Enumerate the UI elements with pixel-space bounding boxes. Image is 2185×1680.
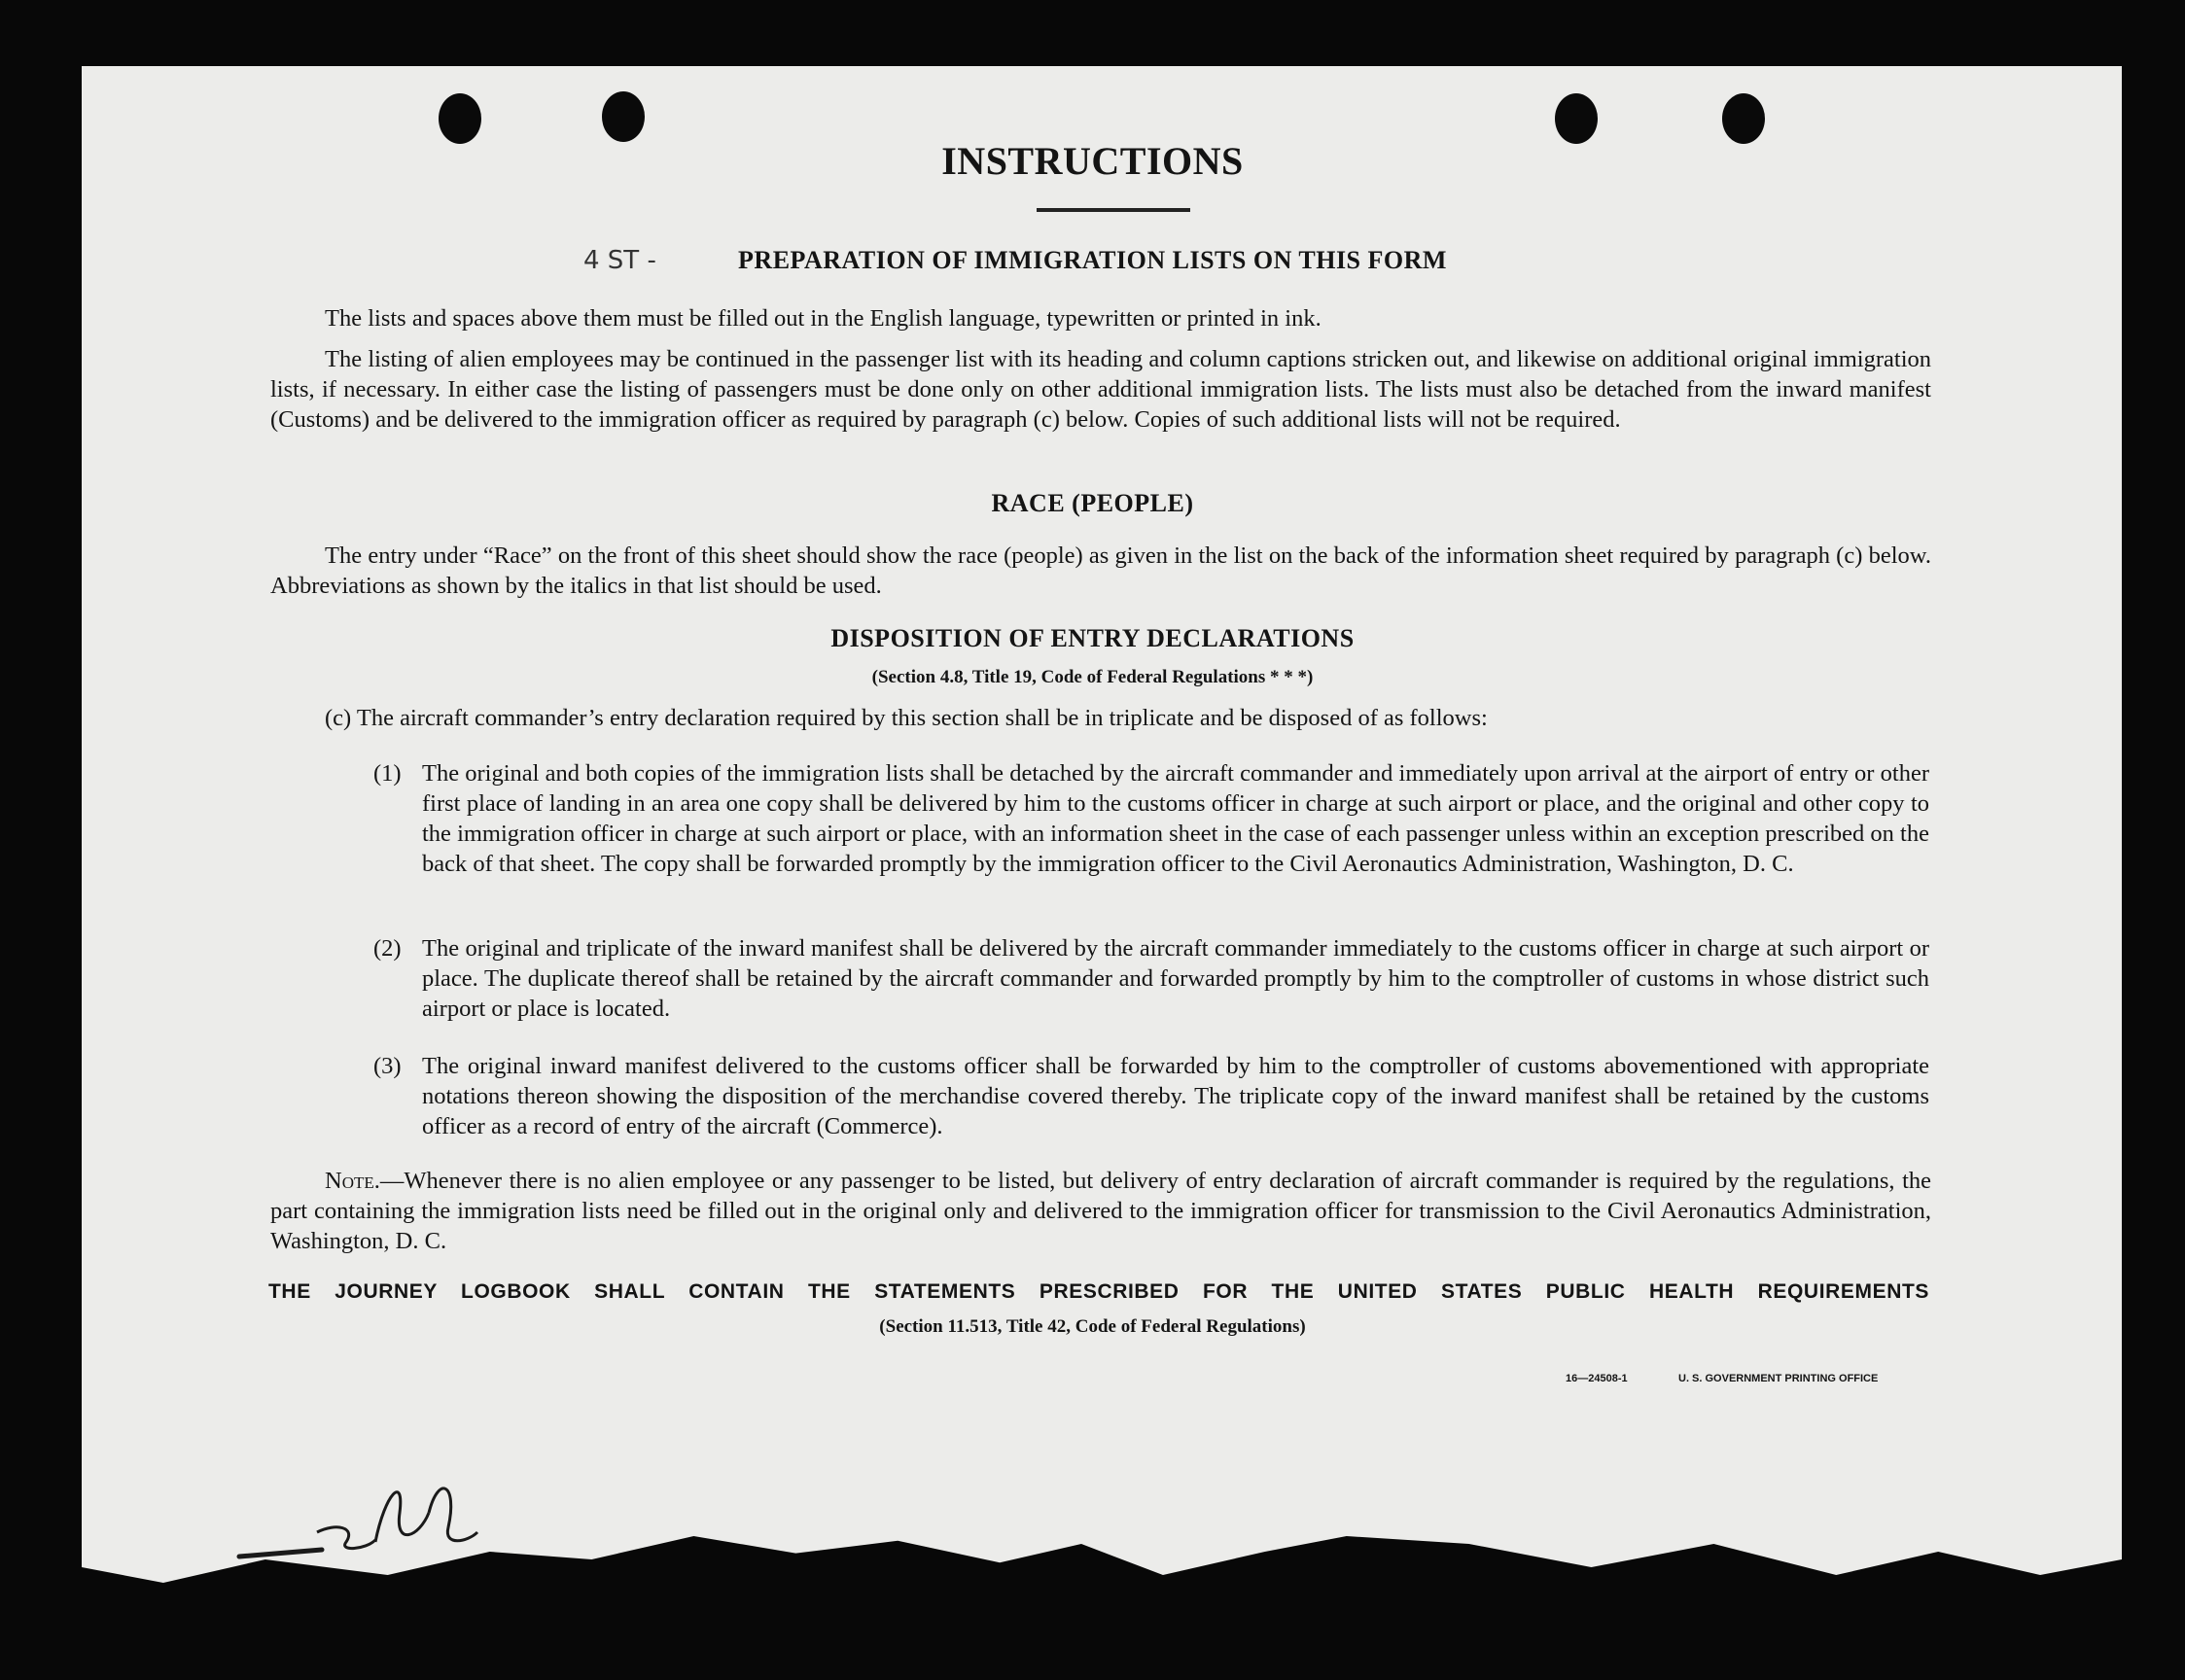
disposition-citation: (Section 4.8, Title 19, Code of Federal Regulations * * *) <box>871 667 1314 687</box>
paragraph-c-label: (c) <box>325 705 352 731</box>
item-text: The original inward manifest delivered to the customs officer shall be forwarded by him to the comptroller of customs abovementioned with appropriate notations thereon showing the disposition of the merchandise covered thereby. The triplicate copy of the inward manifest shall be retained by the customs officer as a record of entry of the aircraft (Commerce). <box>422 1053 1929 1139</box>
handwritten-notation: 4 ST - <box>583 246 656 275</box>
preparation-paragraph-2: The listing of alien employees may be continued in the passenger list with its heading and column captions stricken out, and likewise on additional original immigration lists, if necessary. In either case the listing of passengers must be done only on other additional immigration lists. The lists must also be detached from the inward manifest (Customs) and be delivered to the immigration officer as required by paragraph (c) below. Copies of such additional lists will not be required. <box>270 346 1931 433</box>
journey-citation: (Section 11.513, Title 42, Code of Federal Regulations) <box>879 1316 1306 1337</box>
item-number: (1) <box>373 760 402 787</box>
disposition-item <box>373 1051 1929 1141</box>
section-heading-disposition: DISPOSITION OF ENTRY DECLARATIONS <box>830 624 1355 652</box>
punch-hole <box>439 93 481 144</box>
punch-hole <box>602 91 645 142</box>
section-heading-preparation: PREPARATION OF IMMIGRATION LISTS ON THIS FORM <box>738 246 1447 274</box>
handwritten-signature <box>229 1454 482 1581</box>
punch-hole <box>1555 93 1598 144</box>
preparation-paragraph-1: The lists and spaces above them must be filled out in the English language, typewritten or printed in ink. <box>325 305 1322 332</box>
title-underline <box>1037 208 1190 212</box>
journey-logbook-statement: THE JOURNEY LOGBOOK SHALL CONTAIN THE STATEMENTS PRESCRIBED FOR THE UNITED STATES PUBLIC HEALTH REQUIREMENTS <box>268 1280 1929 1303</box>
item-number: (2) <box>373 935 402 962</box>
race-paragraph: The entry under “Race” on the front of this sheet should show the race (people) as given in the list on the back of the information sheet required by paragraph (c) below. Abbreviations as shown by the italics in that list should be used. <box>270 542 1931 599</box>
item-number: (3) <box>373 1053 402 1079</box>
form-number: 16—24508-1 <box>1566 1373 1628 1384</box>
disposition-item <box>373 758 1929 879</box>
section-heading-race: RACE (PEOPLE) <box>991 489 1194 517</box>
punch-hole <box>1722 93 1765 144</box>
disposition-item <box>373 933 1929 1024</box>
page-title: INSTRUCTIONS <box>941 139 1244 183</box>
item-text: The original and triplicate of the inward manifest shall be delivered by the aircraft commander immediately to the customs officer in charge at such airport or place. The duplicate thereof shall be retained by the aircraft commander and forwarded promptly by him to the comptroller of customs in whose district such airport or place is located. <box>422 935 1929 1022</box>
item-text: The original and both copies of the immigration lists shall be detached by the aircraft commander and immediately upon arrival at the airport of entry or other first place of landing in an area one copy shall be delivered by him to the customs officer in charge at such airport or place, and the original and other copy to the immigration officer in charge at such airport or place, with an information sheet in the case of each passenger unless within an exception prescribed on the back of that sheet. The copy shall be forwarded promptly by the immigration officer to the Civil Aeronautics Administration, Washington, D. C. <box>422 760 1929 877</box>
note-paragraph: Note.—Whenever there is no alien employee or any passenger to be listed, but delivery of entry declaration of aircraft commander is required by the regulations, the part containing the immigration lists need be filled out in the original only and delivered to the immigration officer for transmission to the Civil Aeronautics Administration, Washington, D. C. <box>270 1168 1931 1254</box>
paragraph-c: (c) The aircraft commander’s entry declaration required by this section shall be in triplicate and be disposed of as follows: <box>325 705 1488 731</box>
note-label: Note. <box>325 1168 380 1194</box>
printer-imprint: U. S. GOVERNMENT PRINTING OFFICE <box>1678 1373 1879 1384</box>
